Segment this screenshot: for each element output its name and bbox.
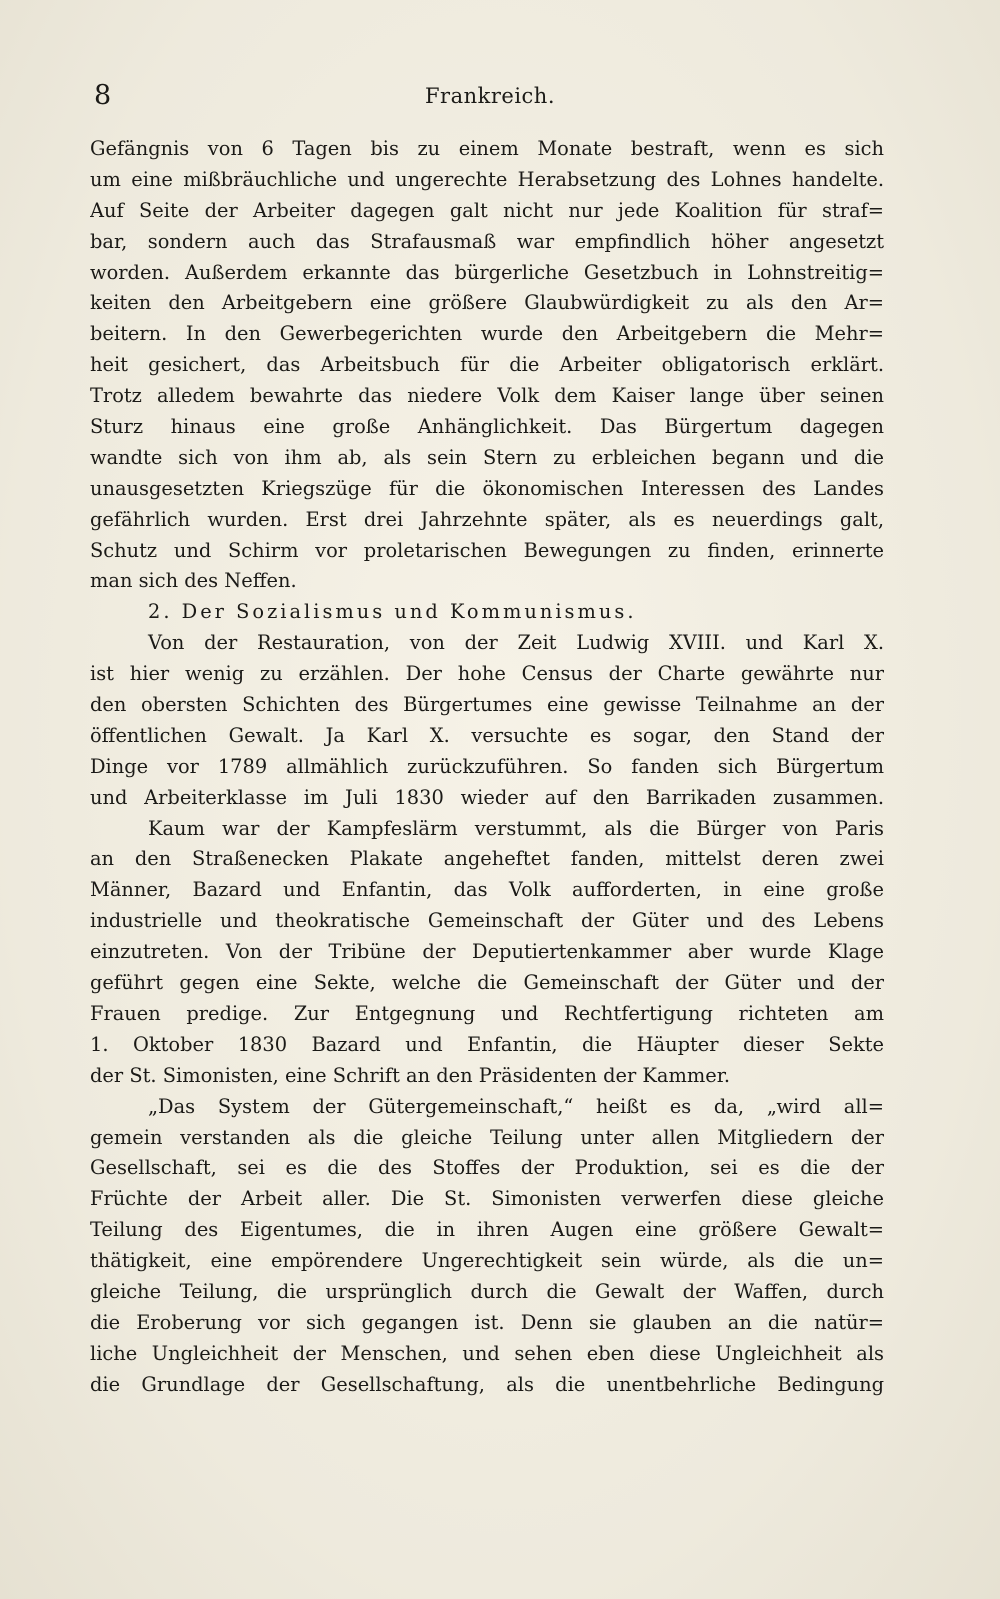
text-line: Sturz hinaus eine große Anhänglichkeit. Das Bürgertum dagegen xyxy=(90,415,884,439)
text-line: worden. Außerdem erkannte das bürgerliche Gesetzbuch in Lohnstreitig= xyxy=(90,260,884,284)
text-line: ist hier wenig zu erzählen. Der hohe Census der Charte gewährte nur xyxy=(90,662,884,686)
body-text xyxy=(90,134,884,1401)
paragraph-1 xyxy=(90,134,884,597)
section-heading: 2. Der Sozialismus und Kommunismus. xyxy=(148,600,637,624)
text-line: industrielle und theokratische Gemeinschaft der Güter und des Lebens xyxy=(90,909,884,933)
text-line: Kaum war der Kampfeslärm verstummt, als die Bürger von Paris xyxy=(148,816,884,840)
text-line: unausgesetzten Kriegszüge für die ökonomischen Interessen des Landes xyxy=(90,476,884,500)
text-line: gleiche Teilung, die ursprünglich durch die Gewalt der Waffen, durch xyxy=(90,1279,884,1303)
paragraph-3 xyxy=(90,814,884,1092)
text-line: die Eroberung vor sich gegangen ist. Denn sie glauben an die natür= xyxy=(90,1310,884,1334)
text-line: Gesellschaft, sei es die des Stoffes der Produktion, sei es die der xyxy=(90,1156,884,1180)
text-line: man sich des Neffen. xyxy=(90,569,297,593)
text-line: geführt gegen eine Sekte, welche die Gemeinschaft der Güter und der xyxy=(90,971,884,995)
text-line: Trotz alledem bewahrte das niedere Volk dem Kaiser lange über seinen xyxy=(90,384,884,408)
text-line: Männer, Bazard und Enfantin, das Volk aufforderten, in eine große xyxy=(90,878,884,902)
text-line: Dinge vor 1789 allmählich zurückzuführen. So fanden sich Bürgertum xyxy=(90,754,884,778)
text-line: 1. Oktober 1830 Bazard und Enfantin, die Häupter dieser Sekte xyxy=(90,1032,884,1056)
text-line: liche Ungleichheit der Menschen, und sehen eben diese Ungleichheit als xyxy=(90,1341,884,1365)
text-line: heit gesichert, das Arbeitsbuch für die Arbeiter obligatorisch erklärt. xyxy=(90,353,884,377)
text-line: beitern. In den Gewerbegerichten wurde den Arbeitgebern die Mehr= xyxy=(90,322,884,346)
text-line: gemein verstanden als die gleiche Teilung unter allen Mitgliedern der xyxy=(90,1125,884,1149)
text-line: die Grundlage der Gesellschaftung, als die unentbehrliche Bedingung xyxy=(90,1372,884,1396)
text-line: keiten den Arbeitgebern eine größere Glaubwürdigkeit zu als den Ar= xyxy=(90,291,884,315)
text-line: Schutz und Schirm vor proletarischen Bewegungen zu finden, erinnerte xyxy=(90,538,884,562)
text-line: wandte sich von ihm ab, als sein Stern zu erbleichen begann und die xyxy=(90,445,884,469)
text-line: gefährlich wurden. Erst drei Jahrzehnte später, als es neuerdings galt, xyxy=(90,507,884,531)
text-line: öffentlichen Gewalt. Ja Karl X. versuchte es sogar, den Stand der xyxy=(90,723,884,747)
text-line: thätigkeit, eine empörendere Ungerechtigkeit sein würde, als die un= xyxy=(90,1249,884,1273)
text-line: den obersten Schichten des Bürgertumes eine gewisse Teilnahme an der xyxy=(90,693,884,717)
text-line: Auf Seite der Arbeiter dagegen galt nicht nur jede Koalition für straf= xyxy=(90,198,884,222)
text-line: Frauen predige. Zur Entgegnung und Rechtfertigung richteten am xyxy=(90,1001,884,1025)
text-line: um eine mißbräuchliche und ungerechte Herabsetzung des Lohnes handelte. xyxy=(90,167,884,191)
text-line: an den Straßenecken Plakate angeheftet fanden, mittelst deren zwei xyxy=(90,847,884,871)
text-line: der St. Simonisten, eine Schrift an den Präsidenten der Kammer. xyxy=(90,1063,731,1087)
running-head: Frankreich. xyxy=(424,84,556,108)
page-header xyxy=(90,80,890,120)
text-line: Von der Restauration, von der Zeit Ludwig XVIII. und Karl X. xyxy=(148,631,884,655)
text-line: Früchte der Arbeit aller. Die St. Simonisten verwerfen diese gleiche xyxy=(90,1187,884,1211)
paragraph-2 xyxy=(90,628,884,813)
text-line: „Das System der Gütergemeinschaft,“ heißt es da, „wird all= xyxy=(148,1094,884,1118)
text-line: Gefängnis von 6 Tagen bis zu einem Monate bestraft, wenn es sich xyxy=(90,137,884,160)
text-line: einzutreten. Von der Tribüne der Deputiertenkammer aber wurde Klage xyxy=(90,940,884,964)
text-line: und Arbeiterklasse im Juli 1830 wieder auf den Barrikaden zusammen. xyxy=(90,785,884,809)
text-line: Teilung des Eigentumes, die in ihren Augen eine größere Gewalt= xyxy=(90,1218,884,1242)
paragraph-4 xyxy=(90,1092,884,1401)
page-number: 8 xyxy=(94,80,112,111)
text-line: bar, sondern auch das Strafausmaß war empfindlich höher angesetzt xyxy=(90,229,884,253)
